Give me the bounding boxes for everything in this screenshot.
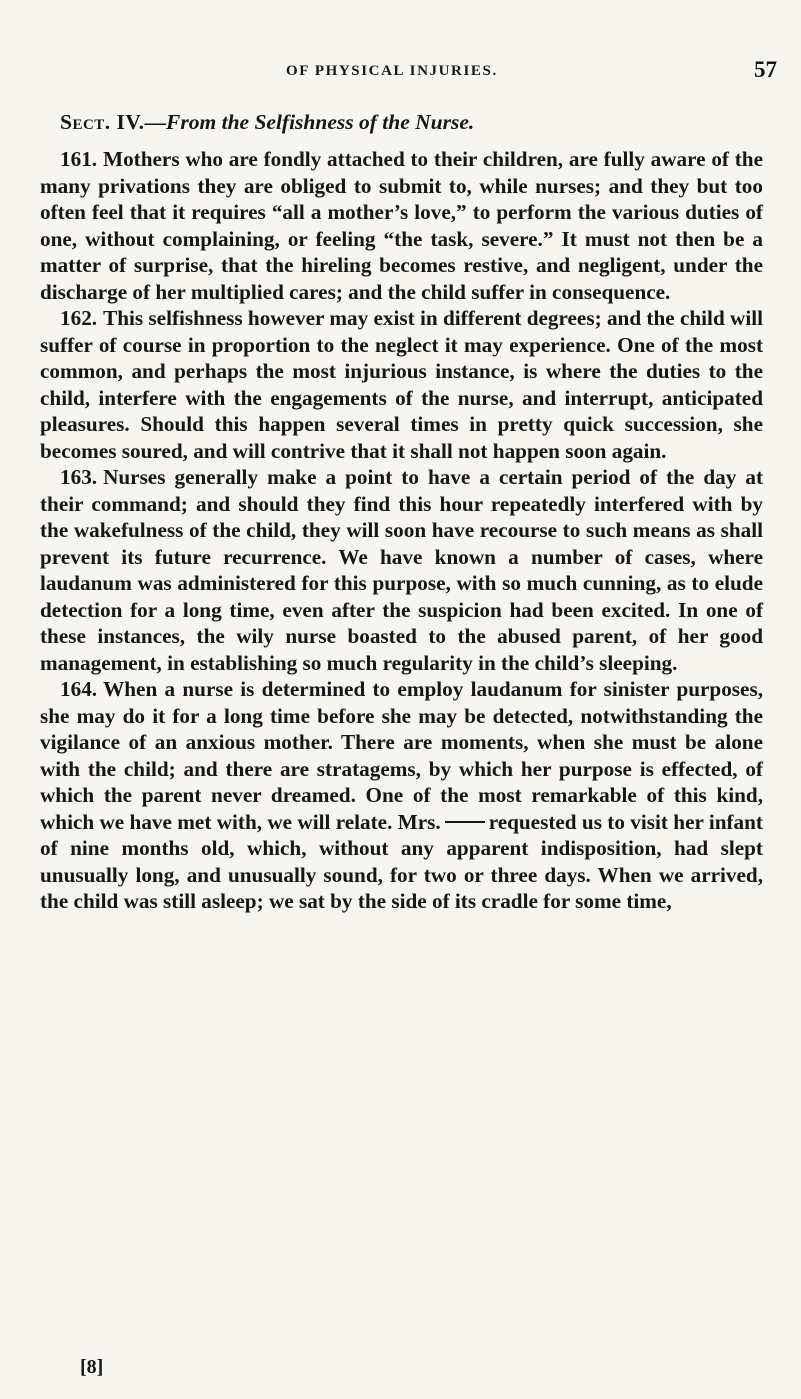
paragraph-163 xyxy=(40,464,763,676)
section-label: Sect. IV. xyxy=(60,110,145,134)
section-heading xyxy=(40,104,763,140)
paragraph-161 xyxy=(40,146,763,305)
section-title: From the Selfishness of the Nurse. xyxy=(166,110,475,134)
paragraph-number: 163. xyxy=(60,465,98,489)
signature-mark: [8] xyxy=(80,1356,104,1378)
running-head-title: OF PHYSICAL INJURIES. xyxy=(286,63,498,79)
paragraph-number: 162. xyxy=(60,306,98,330)
section-separator: — xyxy=(144,110,167,134)
paragraph-number: 161. xyxy=(60,147,98,171)
name-omission-dash xyxy=(445,821,485,823)
paragraph-164 xyxy=(40,676,763,915)
running-head xyxy=(0,57,801,87)
paragraph-text-before-dash: When a nurse is determined to employ laudanum for sinister purposes, she may do it for a long time before she may be detected, notwithstanding the vigilance of an anxious mother. There are moments, when she must be alone with the child; and there are stratagems, by which her purpose is effected, of which the parent never dreamed. One of the most remarkable of this kind, which we have met with, we will relate. Mrs. xyxy=(40,677,763,834)
paragraph-text: Nurses generally make a point to have a certain period of the day at their command; and should they find this hour repeatedly interfered with by the wakefulness of the child, they will soon have recourse to such means as shall prevent its future recurrence. We have known a number of cases, where laudanum was administered for this purpose, with so much cunning, as to elude detection for a long time, even after the suspicion had been excited. In one of these instances, the wily nurse boasted to the abused parent, of her good management, in establishing so much regularity in the child’s sleeping. xyxy=(40,465,763,675)
paragraph-text: This selfishness however may exist in different degrees; and the child will suffer of course in proportion to the neglect it may experience. One of the most common, and perhaps the most injurious instance, is where the duties to the child, interfere with the engagements of the nurse, and interrupt, anticipated pleasures. Should this happen several times in pretty quick succession, she becomes soured, and will contrive that it shall not happen soon again. xyxy=(40,306,763,463)
paragraph-text: Mothers who are fondly attached to their children, are fully aware of the many privations they are obliged to submit to, while nurses; and they but too often feel that it requires “all a mother’s love,” to perform the various duties of one, without complaining, or feeling “the task, severe.” It must not then be a matter of surprise, that the hireling becomes restive, and negligent, under the discharge of her multiplied cares; and the child suffer in consequence. xyxy=(40,147,763,304)
paragraph-number: 164. xyxy=(60,677,98,701)
page-number: 57 xyxy=(754,57,777,82)
paragraph-text-after-dash: requested us to visit her infant of nine months old, which, without any apparent indisposition, had slept unusually long, and unusually sound, for two or three days. When we arrived, the child was still asleep; we sat by the side of its cradle for some time, xyxy=(40,809,763,913)
paragraph-162 xyxy=(40,305,763,464)
body-text xyxy=(40,104,763,915)
